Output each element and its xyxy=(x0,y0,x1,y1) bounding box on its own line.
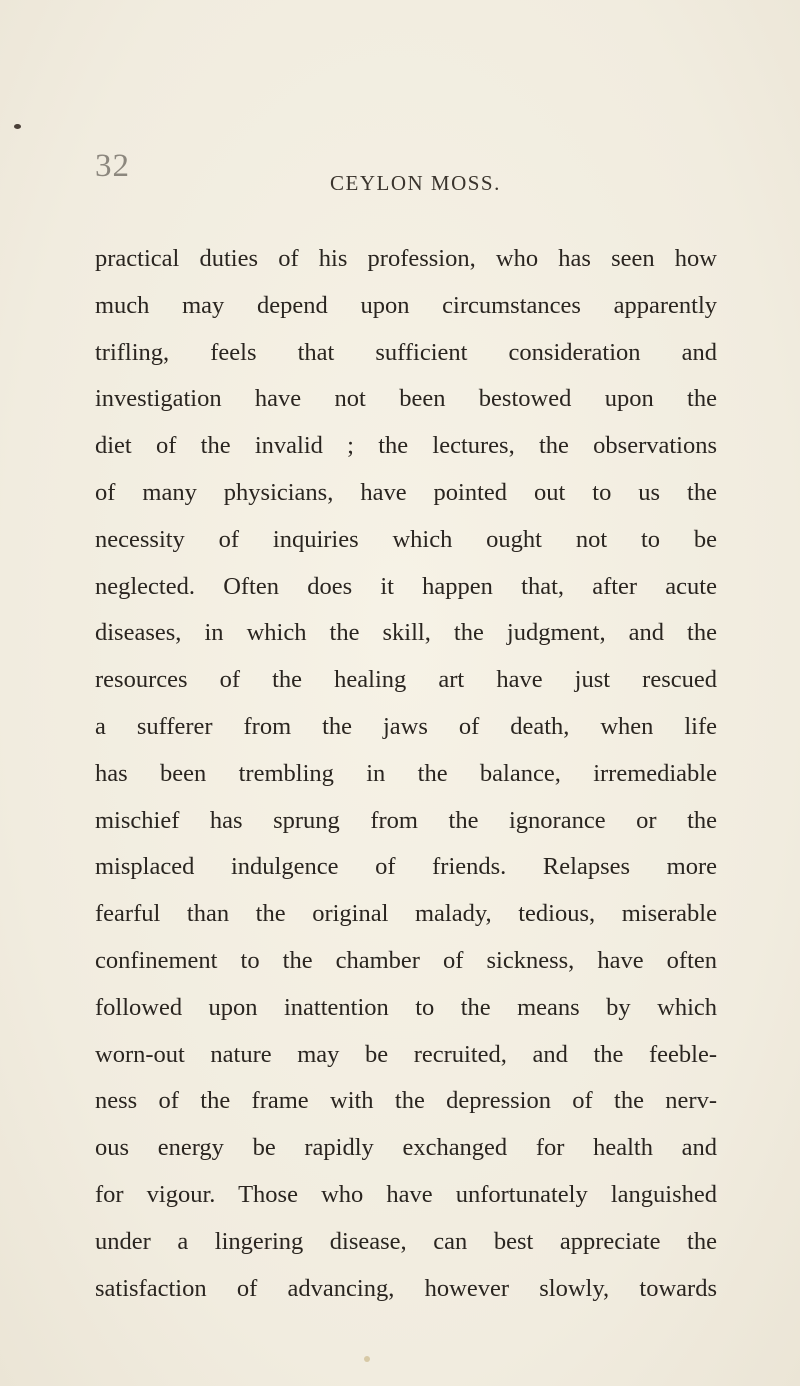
text-line: much may depend upon circumstances apparently xyxy=(95,291,717,319)
text-line: for vigour. Those who have unfortunately languished xyxy=(95,1180,717,1208)
text-line: under a lingering disease, can best appreciate the xyxy=(95,1227,717,1255)
paper-speck xyxy=(364,1356,370,1362)
text-line: ness of the frame with the depression of the nerv- xyxy=(95,1087,717,1115)
text-line: a sufferer from the jaws of death, when life xyxy=(95,712,717,740)
text-line: has been trembling in the balance, irremediable xyxy=(95,759,717,787)
page-number: 32 xyxy=(95,148,130,184)
text-line: mischief has sprung from the ignorance or the xyxy=(95,806,717,834)
text-line: satisfaction of advancing, however slowly, towards xyxy=(95,1274,717,1302)
text-line: misplaced indulgence of friends. Relapses more xyxy=(95,853,717,881)
text-line: practical duties of his profession, who has seen how xyxy=(95,245,717,272)
text-line: resources of the healing art have just rescued xyxy=(95,666,717,694)
text-line: diseases, in which the skill, the judgment, and the xyxy=(95,619,717,647)
text-line: fearful than the original malady, tedious, miserable xyxy=(95,900,717,928)
text-line: ous energy be rapidly exchanged for health and xyxy=(95,1134,717,1162)
running-title: CEYLON MOSS. xyxy=(330,171,501,195)
text-line: followed upon inattention to the means by which xyxy=(95,993,717,1021)
running-head xyxy=(0,148,800,198)
text-line: trifling, feels that sufficient consideration and xyxy=(95,338,717,366)
text-line: diet of the invalid ; the lectures, the observations xyxy=(95,432,717,460)
text-line: investigation have not been bestowed upon the xyxy=(95,385,717,413)
text-line: worn-out nature may be recruited, and the feeble- xyxy=(95,1040,717,1068)
text-line: neglected. Often does it happen that, after acute xyxy=(95,572,717,600)
text-line: necessity of inquiries which ought not to be xyxy=(95,525,717,553)
text-line: of many physicians, have pointed out to us the xyxy=(95,478,717,506)
body-text xyxy=(95,236,717,1312)
ink-speck xyxy=(14,124,21,129)
text-line: confinement to the chamber of sickness, have often xyxy=(95,946,717,974)
